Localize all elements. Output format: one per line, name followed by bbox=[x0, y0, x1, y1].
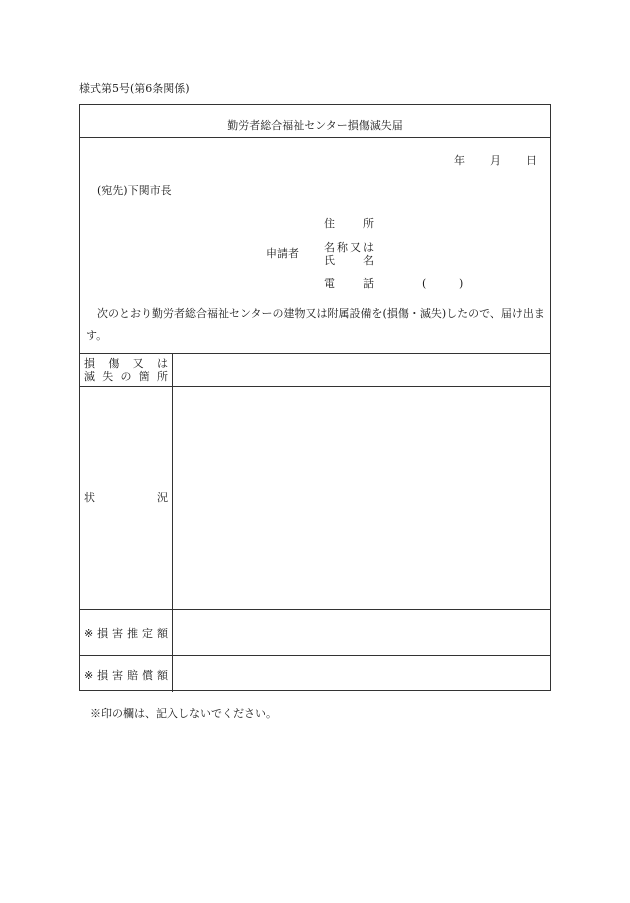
form-number: 様式第5号(第6条関係) bbox=[79, 82, 190, 95]
estimated-damage-label: ※ 損 害 推 定 額 bbox=[84, 627, 168, 640]
status-input-cell[interactable] bbox=[173, 387, 550, 609]
form-title: 勤労者総合福祉センター損傷滅失届 bbox=[227, 119, 403, 132]
date-day: 日 bbox=[526, 154, 537, 167]
location-input-cell[interactable] bbox=[173, 354, 550, 386]
location-label: 損 傷 又 は 滅 失 の 箇 所 bbox=[84, 357, 168, 383]
name-label: 名 称 又 は 氏 名 bbox=[324, 241, 374, 267]
status-label: 状 況 bbox=[84, 491, 168, 504]
compensation-label: ※ 損 害 賠 償 額 bbox=[84, 669, 168, 682]
body-text: 次のとおり勤労者総合福祉センターの建物又は附属設備を(損傷・滅失)したので、届け出ます。 bbox=[86, 307, 545, 342]
date-month: 月 bbox=[490, 154, 501, 167]
addressee: (宛先)下関市長 bbox=[97, 184, 172, 197]
phone-open-paren: ( bbox=[422, 277, 427, 290]
phone-label: 電 話 bbox=[324, 277, 374, 290]
phone-close-paren: ) bbox=[459, 277, 464, 290]
footnote: ※印の欄は、記入しないでください。 bbox=[90, 707, 277, 720]
applicant-label: 申請者 bbox=[266, 247, 299, 260]
address-label: 住 所 bbox=[324, 217, 374, 230]
date-year: 年 bbox=[454, 154, 465, 167]
estimated-damage-input-cell[interactable] bbox=[173, 610, 550, 655]
compensation-input-cell[interactable] bbox=[173, 656, 550, 691]
title-divider bbox=[80, 137, 550, 138]
form-frame bbox=[79, 104, 551, 691]
